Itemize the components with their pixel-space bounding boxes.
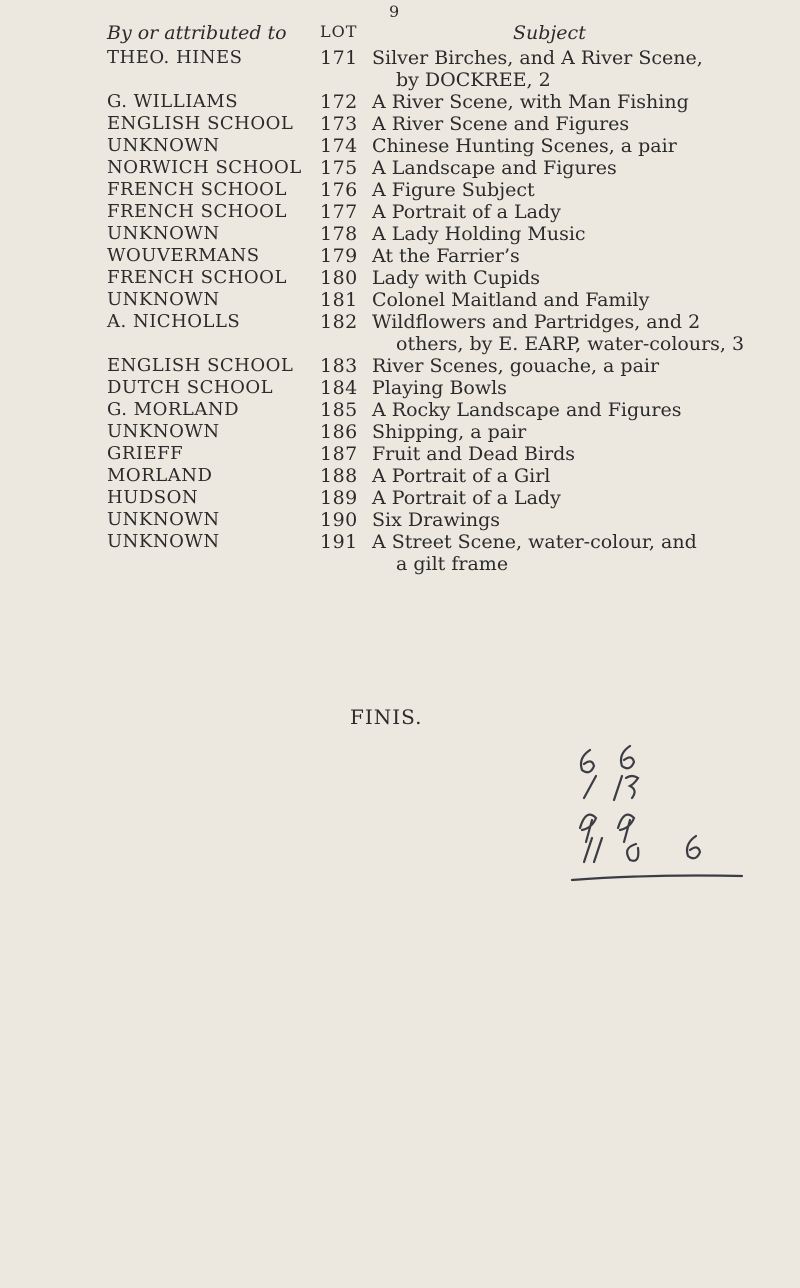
handwritten-total xyxy=(570,740,770,890)
artist-name: GRIEFF xyxy=(107,443,184,464)
catalogue-row xyxy=(0,487,800,509)
subject-continuation: by DOCKREE, 2 xyxy=(396,69,551,91)
subject-text: A Portrait of a Girl xyxy=(372,465,551,487)
subject-text: Colonel Maitland and Family xyxy=(372,289,650,311)
handwritten-notes-drawing xyxy=(570,740,770,890)
catalogue-row xyxy=(0,91,800,113)
subject-text: Playing Bowls xyxy=(372,377,507,399)
artist-name: A. NICHOLLS xyxy=(107,311,241,332)
artist-name: UNKNOWN xyxy=(107,223,220,244)
artist-name: UNKNOWN xyxy=(107,509,220,530)
subject-text: At the Farrier’s xyxy=(372,245,520,267)
lot-number: 178 xyxy=(320,223,358,245)
catalogue-row xyxy=(0,443,800,465)
lot-number: 177 xyxy=(320,201,358,223)
catalogue-row xyxy=(0,289,800,311)
artist-name: UNKNOWN xyxy=(107,421,220,442)
catalogue-row xyxy=(0,113,800,135)
artist-name: WOUVERMANS xyxy=(107,245,260,266)
subject-text: A River Scene and Figures xyxy=(372,113,630,135)
subject-continuation: others, by E. EARP, water-colours, 3 xyxy=(396,333,745,355)
subject-text: Lady with Cupids xyxy=(372,267,541,289)
catalogue-row xyxy=(0,531,800,575)
subject-text: Six Drawings xyxy=(372,509,500,531)
catalogue-row xyxy=(0,135,800,157)
catalogue-row xyxy=(0,223,800,245)
lot-number: 179 xyxy=(320,245,358,267)
lot-number: 175 xyxy=(320,157,358,179)
subject-text: River Scenes, gouache, a pair xyxy=(372,355,660,377)
lot-number: 184 xyxy=(320,377,358,399)
artist-name: FRENCH SCHOOL xyxy=(107,267,287,288)
subject-line: Wildflowers and Partridges, and 2 xyxy=(372,311,701,333)
catalogue-row xyxy=(0,355,800,377)
catalogue-row xyxy=(0,267,800,289)
subject-text: A Rocky Landscape and Figures xyxy=(372,399,682,421)
artist-name: G. MORLAND xyxy=(107,399,240,420)
catalogue-row xyxy=(0,179,800,201)
lot-number: 183 xyxy=(320,355,358,377)
lot-number: 191 xyxy=(320,531,358,553)
artist-name: FRENCH SCHOOL xyxy=(107,179,287,200)
lot-number: 171 xyxy=(320,47,358,69)
subject-text: A Landscape and Figures xyxy=(372,157,617,179)
subject-text: A Portrait of a Lady xyxy=(372,201,561,223)
artist-name: MORLAND xyxy=(107,465,213,486)
lot-number: 190 xyxy=(320,509,358,531)
catalogue-row xyxy=(0,509,800,531)
subject-line: Silver Birches, and A River Scene, xyxy=(372,47,703,69)
artist-name: NORWICH SCHOOL xyxy=(107,157,302,178)
subject-text: Fruit and Dead Birds xyxy=(372,443,576,465)
header-artist: By or attributed to xyxy=(107,22,287,44)
lot-number: 188 xyxy=(320,465,358,487)
catalogue-row xyxy=(0,201,800,223)
subject-text: A River Scene, with Man Fishing xyxy=(372,91,689,113)
page-number: 9 xyxy=(389,2,400,21)
lot-number: 174 xyxy=(320,135,358,157)
artist-name: UNKNOWN xyxy=(107,289,220,310)
subject-text xyxy=(372,311,744,355)
artist-name: HUDSON xyxy=(107,487,199,508)
catalogue-row xyxy=(0,399,800,421)
subject-line: A Street Scene, water-colour, and xyxy=(372,531,697,553)
lot-number: 176 xyxy=(320,179,358,201)
subject-text: Chinese Hunting Scenes, a pair xyxy=(372,135,677,157)
lot-number: 182 xyxy=(320,311,358,333)
finis-text: FINIS. xyxy=(350,705,423,729)
catalogue-row xyxy=(0,157,800,179)
catalogue-row xyxy=(0,47,800,91)
subject-text xyxy=(372,47,703,91)
subject-continuation: a gilt frame xyxy=(396,553,509,575)
artist-name: UNKNOWN xyxy=(107,135,220,156)
catalogue-row xyxy=(0,311,800,355)
lot-number: 186 xyxy=(320,421,358,443)
catalogue-list xyxy=(0,47,800,575)
catalogue-row xyxy=(0,421,800,443)
catalogue-row xyxy=(0,377,800,399)
lot-number: 173 xyxy=(320,113,358,135)
lot-number: 172 xyxy=(320,91,358,113)
subject-text: Shipping, a pair xyxy=(372,421,527,443)
header-lot: LOT xyxy=(320,22,358,41)
subject-text: A Portrait of a Lady xyxy=(372,487,561,509)
catalogue-row xyxy=(0,465,800,487)
lot-number: 189 xyxy=(320,487,358,509)
artist-name: FRENCH SCHOOL xyxy=(107,201,287,222)
artist-name: G. WILLIAMS xyxy=(107,91,239,112)
subject-text xyxy=(372,531,697,575)
lot-number: 185 xyxy=(320,399,358,421)
artist-name: THEO. HINES xyxy=(107,47,243,68)
subject-text: A Lady Holding Music xyxy=(372,223,586,245)
lot-number: 180 xyxy=(320,267,358,289)
header-subject: Subject xyxy=(513,22,586,44)
lot-number: 187 xyxy=(320,443,358,465)
artist-name: DUTCH SCHOOL xyxy=(107,377,274,398)
lot-number: 181 xyxy=(320,289,358,311)
artist-name: ENGLISH SCHOOL xyxy=(107,355,294,376)
catalogue-row xyxy=(0,245,800,267)
artist-name: UNKNOWN xyxy=(107,531,220,552)
subject-text: A Figure Subject xyxy=(372,179,535,201)
artist-name: ENGLISH SCHOOL xyxy=(107,113,294,134)
